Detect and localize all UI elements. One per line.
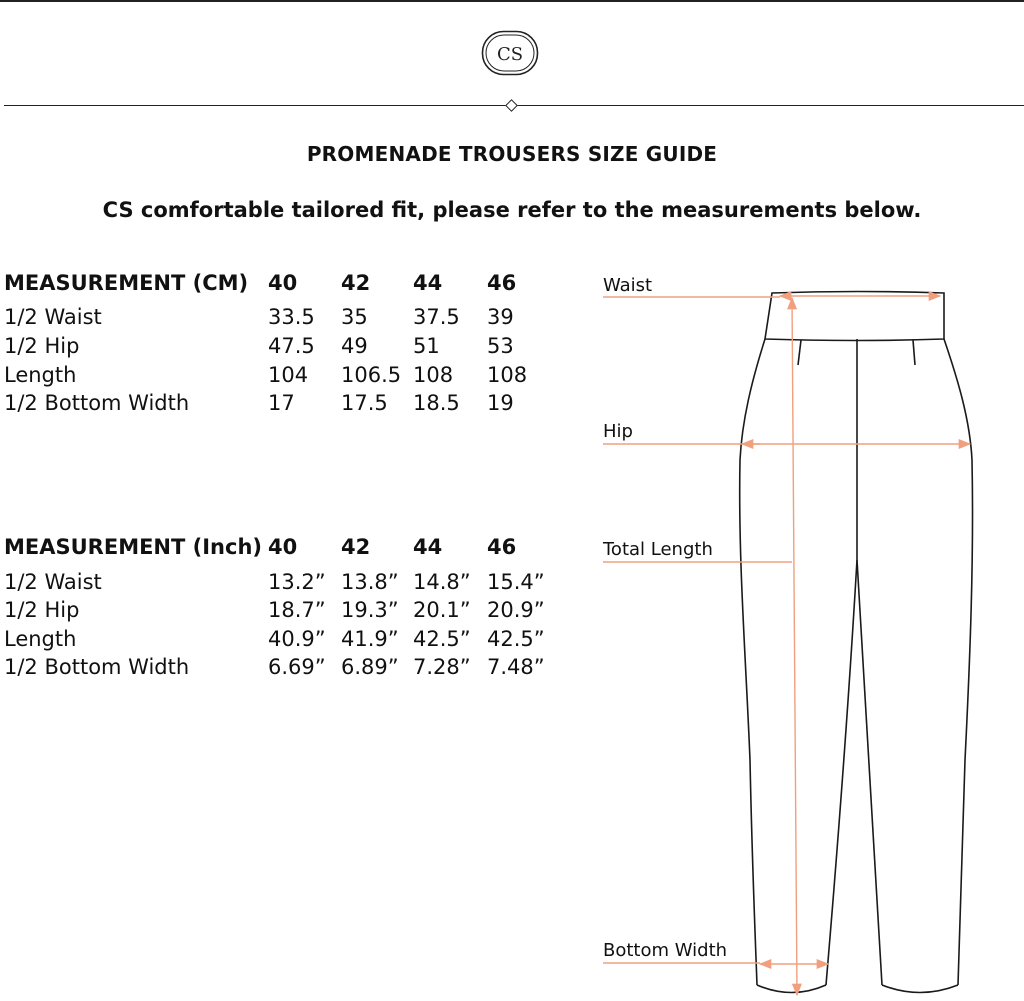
row-label: 1/2 Hip [4, 598, 80, 622]
header-cell: 42 [341, 535, 371, 559]
table-cell: 18.7” [268, 598, 326, 622]
table-cell: 47.5 [268, 334, 315, 358]
table-cell: 6.89” [341, 655, 399, 679]
header-cell: MEASUREMENT (CM) [4, 271, 249, 295]
divider-diamond-ornament [505, 99, 518, 112]
left-hem [757, 985, 826, 993]
table-cell: 35 [341, 305, 368, 329]
row-label: Length [4, 627, 77, 651]
left-dart [798, 340, 801, 365]
waistband [765, 292, 944, 341]
table-cell: 13.8” [341, 570, 399, 594]
table-cell: 17.5 [341, 391, 388, 415]
brand-logo [481, 30, 539, 76]
table-cell: 42.5” [413, 627, 471, 651]
table-cell: 6.69” [268, 655, 326, 679]
table-cell: 19.3” [341, 598, 399, 622]
header-cell: 42 [341, 271, 371, 295]
table-cell: 20.9” [487, 598, 545, 622]
right-leg-inner [857, 560, 882, 985]
table-cell: 14.8” [413, 570, 471, 594]
table-cell: 15.4” [487, 570, 545, 594]
trousers-outline [740, 292, 973, 993]
right-hem [882, 985, 958, 993]
measurement-lines [603, 296, 970, 995]
table-cell: 53 [487, 334, 514, 358]
table-cell: 37.5 [413, 305, 460, 329]
table-cell: 108 [487, 363, 528, 387]
table-cell: 7.48” [487, 655, 545, 679]
table-cell: 42.5” [487, 627, 545, 651]
table-cell: 33.5 [268, 305, 315, 329]
row-label: 1/2 Waist [4, 305, 102, 329]
row-label: 1/2 Bottom Width [4, 391, 190, 415]
row-label: 1/2 Bottom Width [4, 655, 190, 679]
header-cell: 40 [268, 535, 298, 559]
table-cell: 40.9” [268, 627, 326, 651]
table-cell: 13.2” [268, 570, 326, 594]
page-title: PROMENADE TROUSERS SIZE GUIDE [306, 142, 718, 166]
table-cell: 7.28” [413, 655, 471, 679]
table-cell: 108 [413, 363, 454, 387]
left-leg-inner [826, 339, 857, 985]
table-cell: 39 [487, 305, 514, 329]
total-length-label: Total Length [603, 539, 713, 560]
table-cell: 20.1” [413, 598, 471, 622]
table-cell: 17 [268, 391, 295, 415]
top-rule [0, 0, 1024, 2]
waist-label: Waist [603, 275, 653, 296]
right-leg-outer [944, 339, 973, 985]
length-arrow [792, 298, 797, 995]
table-cell: 106.5 [341, 363, 402, 387]
table-cell: 18.5 [413, 391, 460, 415]
row-label: 1/2 Hip [4, 334, 80, 358]
hip-label: Hip [603, 421, 633, 442]
table-cell: 49 [341, 334, 368, 358]
logo-monogram-text: CS [496, 44, 524, 65]
header-cell: 44 [413, 535, 443, 559]
row-label: Length [4, 363, 77, 387]
header-cell: 46 [487, 535, 517, 559]
table-cell: 19 [487, 391, 514, 415]
header-cell: 44 [413, 271, 443, 295]
header-cell: MEASUREMENT (Inch) [4, 535, 262, 559]
table-cell: 51 [413, 334, 440, 358]
right-dart [913, 340, 915, 365]
row-label: 1/2 Waist [4, 570, 102, 594]
bottom-width-label: Bottom Width [603, 940, 728, 961]
table-cell: 104 [268, 363, 309, 387]
header-cell: 46 [487, 271, 517, 295]
header-cell: 40 [268, 271, 298, 295]
table-cell: 41.9” [341, 627, 399, 651]
page-subtitle: CS comfortable tailored fit, please refer to the measurements below. [102, 198, 922, 222]
left-leg-outer [740, 339, 765, 985]
cs-monogram-logo [481, 30, 539, 76]
